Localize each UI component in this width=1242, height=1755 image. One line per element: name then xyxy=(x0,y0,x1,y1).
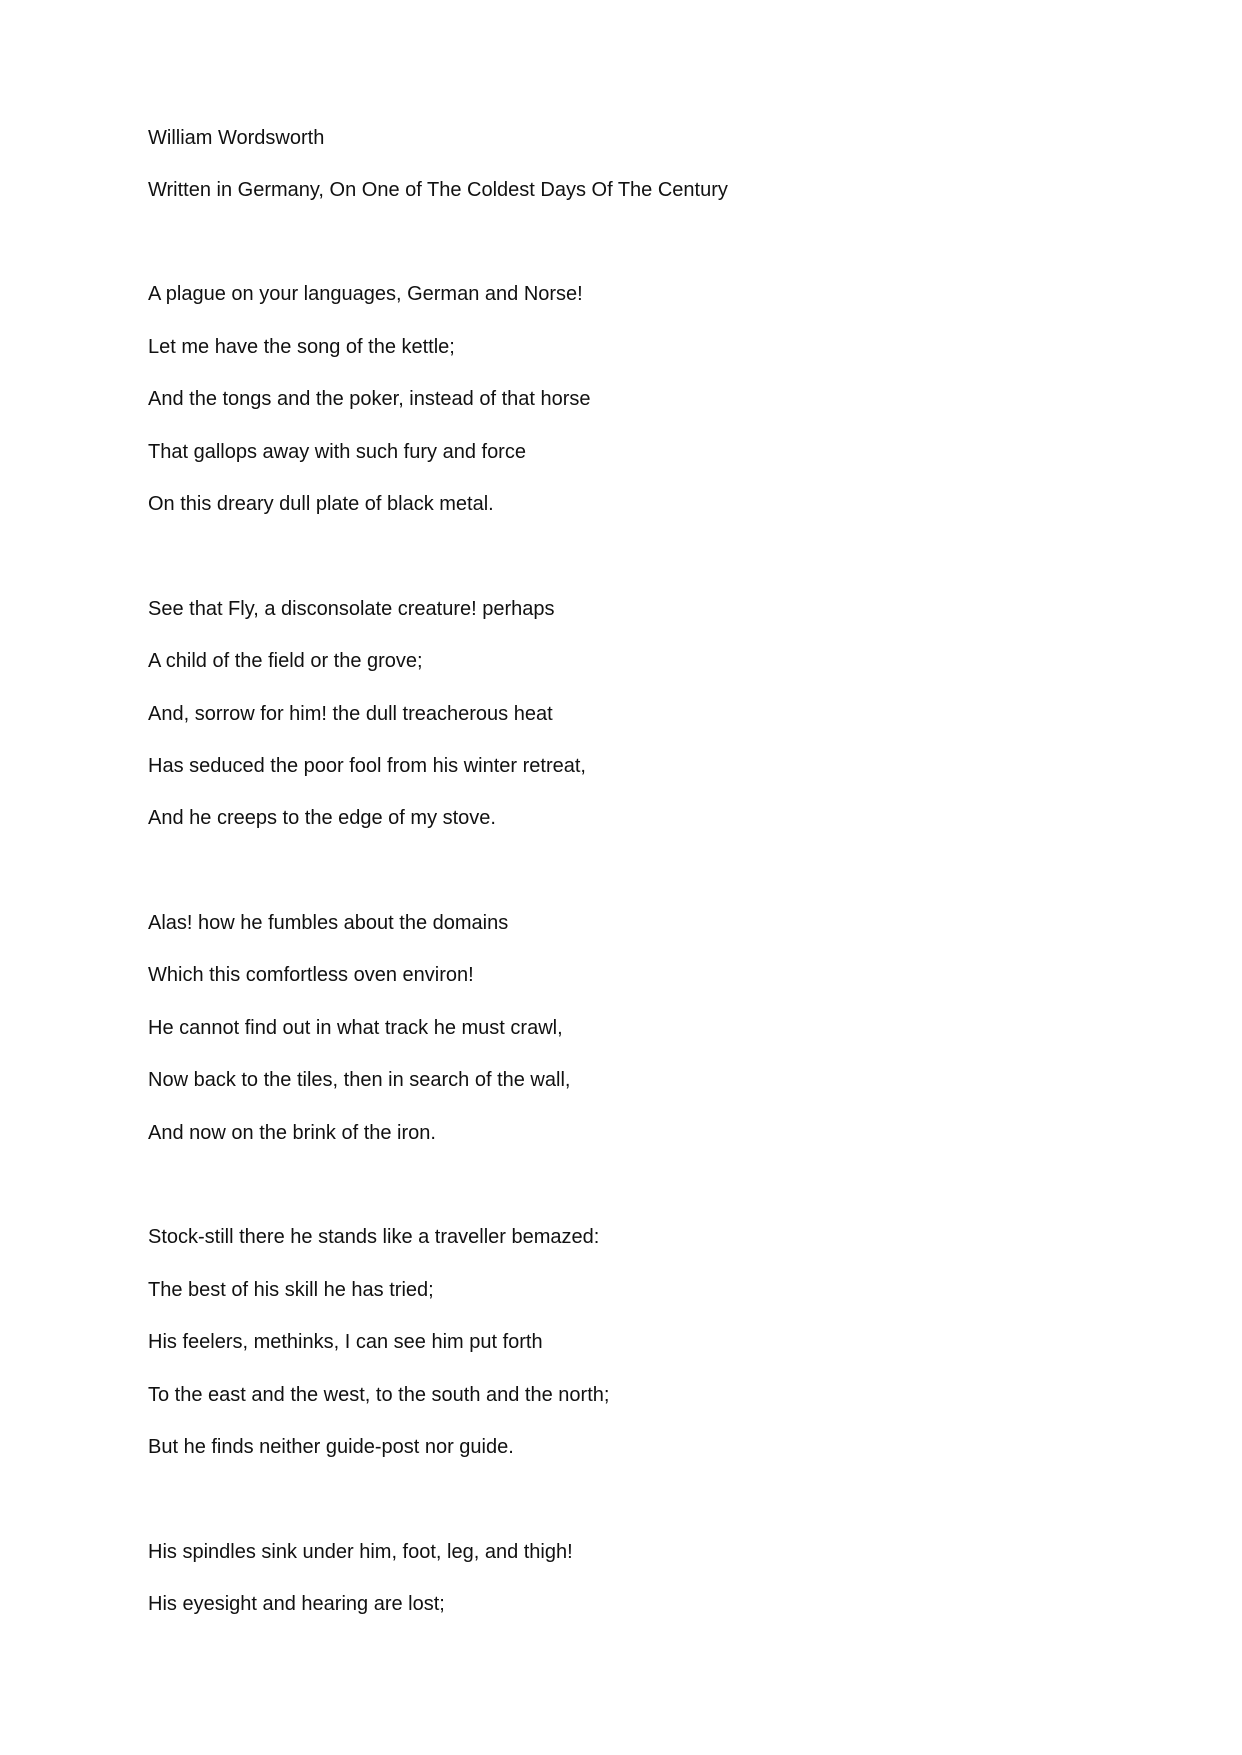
poem-line: To the east and the west, to the south and the north; xyxy=(148,1383,610,1406)
poem-line: That gallops away with such fury and force xyxy=(148,440,526,463)
poem-line: Which this comfortless oven environ! xyxy=(148,964,474,987)
poem-line: And the tongs and the poker, instead of that horse xyxy=(148,388,591,411)
spacer xyxy=(148,216,1148,268)
poem-line: A child of the field or the grove; xyxy=(148,650,423,673)
poem-line: Stock-still there he stands like a traveller bemazed: xyxy=(148,1226,600,1249)
document-body xyxy=(148,112,1148,1631)
poem-line: And now on the brink of the iron. xyxy=(148,1121,436,1144)
poem-line: His eyesight and hearing are lost; xyxy=(148,1593,445,1616)
stanza-3 xyxy=(148,897,1148,1159)
poem-line: A plague on your languages, German and Norse! xyxy=(148,283,583,306)
poem-line: His feelers, methinks, I can see him put forth xyxy=(148,1331,543,1354)
stanza-break xyxy=(148,1473,1148,1525)
poem-line: Has seduced the poor fool from his winter retreat, xyxy=(148,754,586,777)
stanza-break xyxy=(148,1159,1148,1211)
poem-line: He cannot find out in what track he must crawl, xyxy=(148,1016,563,1039)
stanza-2 xyxy=(148,583,1148,845)
poem-line: On this dreary dull plate of black metal. xyxy=(148,492,494,515)
poem-line: Let me have the song of the kettle; xyxy=(148,335,455,358)
stanza-1 xyxy=(148,268,1148,530)
poem-line: The best of his skill he has tried; xyxy=(148,1278,434,1301)
stanza-break xyxy=(148,845,1148,897)
poem-line: Now back to the tiles, then in search of the wall, xyxy=(148,1069,571,1092)
poem-line: But he finds neither guide-post nor guide. xyxy=(148,1435,514,1458)
stanza-4 xyxy=(148,1211,1148,1473)
poem-line: And, sorrow for him! the dull treacherous heat xyxy=(148,702,553,725)
poem-line: And he creeps to the edge of my stove. xyxy=(148,807,496,830)
document-header xyxy=(148,112,1148,216)
poem-line: See that Fly, a disconsolate creature! perhaps xyxy=(148,597,555,620)
stanza-5 xyxy=(148,1526,1148,1631)
poem-line: His spindles sink under him, foot, leg, and thigh! xyxy=(148,1540,573,1563)
poem-title: Written in Germany, On One of The Coldest Days Of The Century xyxy=(148,179,728,201)
author-name: William Wordsworth xyxy=(148,127,325,149)
stanza-break xyxy=(148,530,1148,582)
poem-line: Alas! how he fumbles about the domains xyxy=(148,912,509,935)
